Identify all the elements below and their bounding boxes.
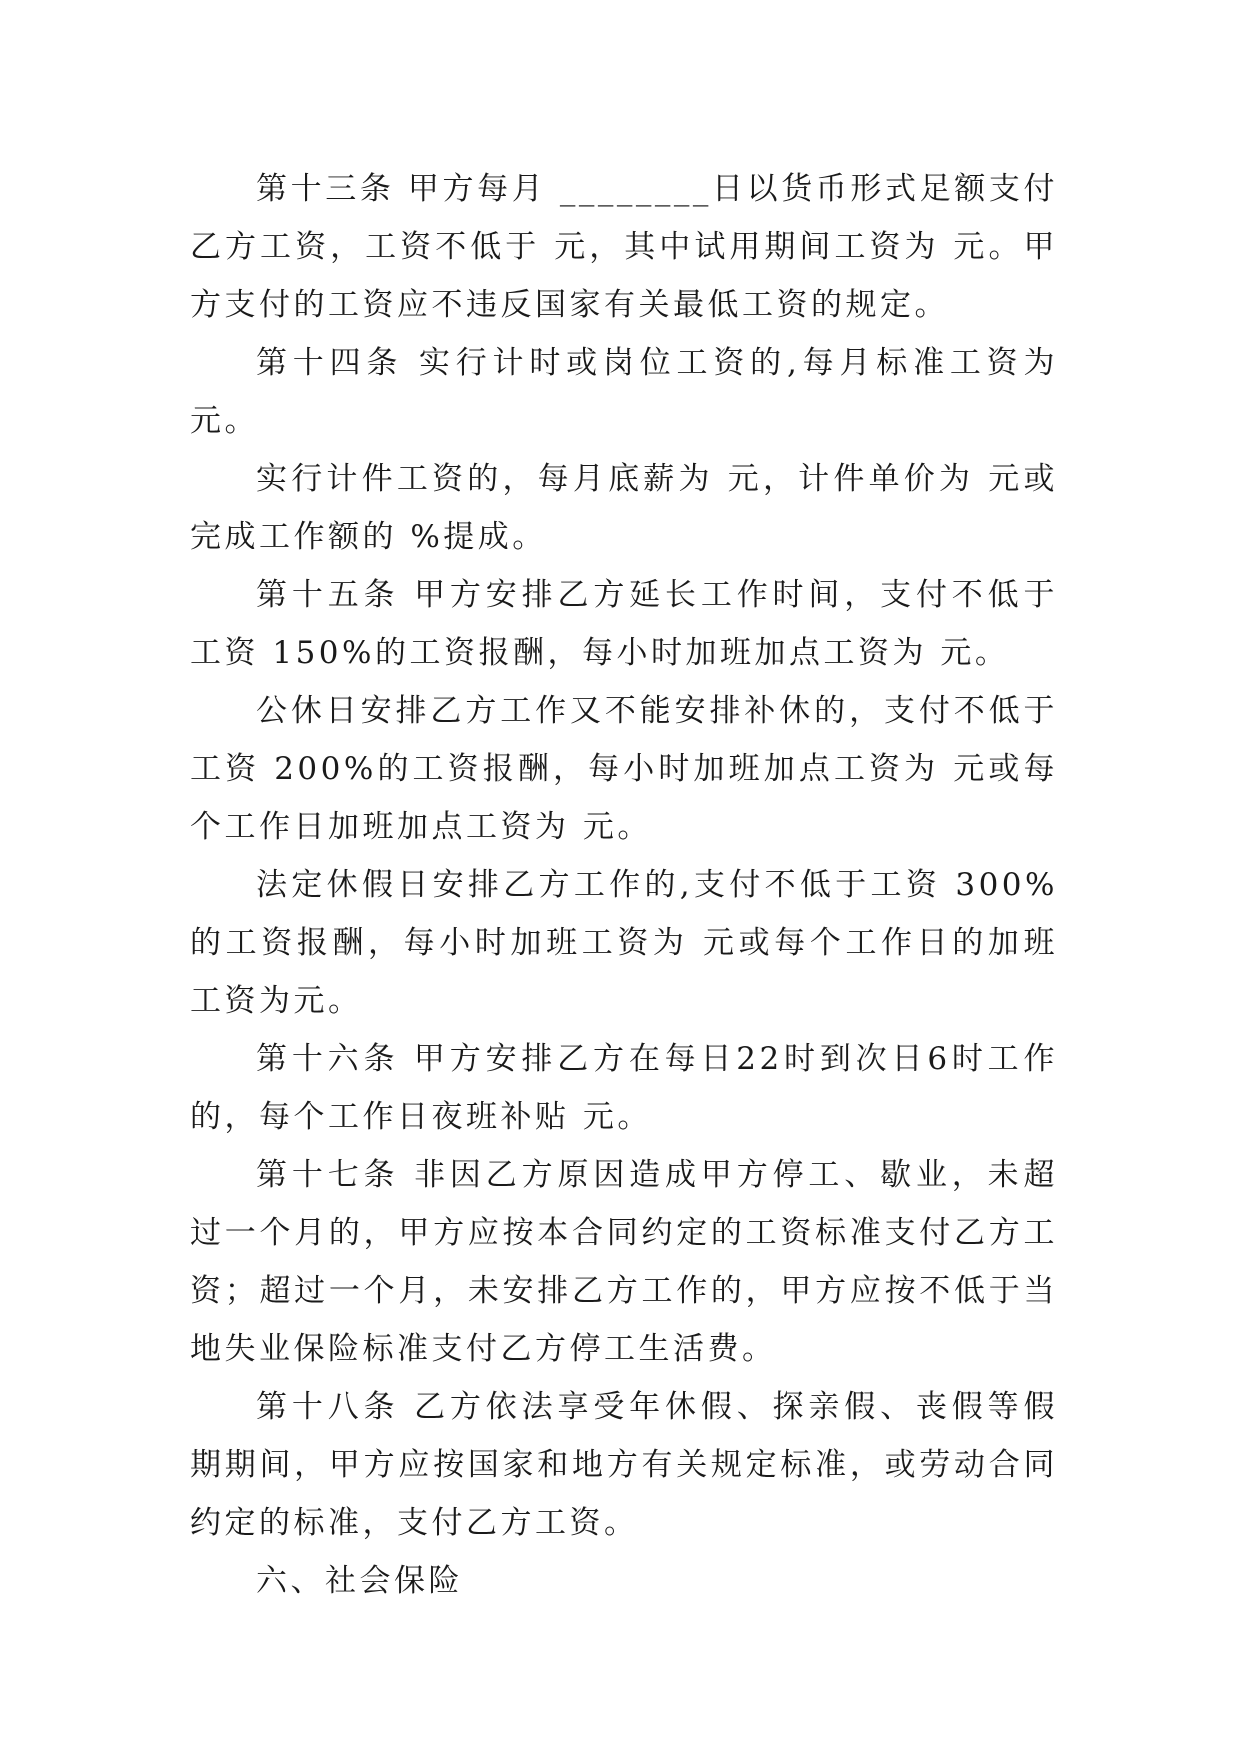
document-body <box>190 160 1058 1610</box>
article-14-paragraph: 第十四条 实行计时或岗位工资的,每月标准工资为 元。 <box>190 345 1058 439</box>
holiday-overtime-paragraph: 法定休假日安排乙方工作的,支付不低于工资 300%的工资报酬，每小时加班工资为 元或每个工作日的加班工资为元。 <box>190 867 1058 1019</box>
rest-day-overtime-paragraph: 公休日安排乙方工作又不能安排补休的，支付不低于工资 200%的工资报酬，每小时加班加点工资为 元或每个工作日加班加点工资为 元。 <box>190 693 1058 845</box>
article-18-paragraph: 第十八条 乙方依法享受年休假、探亲假、丧假等假期期间，甲方应按国家和地方有关规定标准，或劳动合同约定的标准，支付乙方工资。 <box>190 1389 1058 1541</box>
article-13-paragraph: 第十三条 甲方每月 ________日以货币形式足额支付乙方工资，工资不低于 元，其中试用期间工资为 元。甲方支付的工资应不违反国家有关最低工资的规定。 <box>190 171 1058 323</box>
section-heading-social-insurance: 六、社会保险 <box>256 1563 463 1599</box>
article-17-paragraph: 第十七条 非因乙方原因造成甲方停工、歇业，未超过一个月的，甲方应按本合同约定的工资标准支付乙方工资；超过一个月，未安排乙方工作的，甲方应按不低于当地失业保险标准支付乙方停工生活费。 <box>190 1157 1058 1367</box>
piece-rate-wage-paragraph: 实行计件工资的，每月底薪为 元，计件单价为 元或完成工作额的 %提成。 <box>190 461 1058 555</box>
article-16-paragraph: 第十六条 甲方安排乙方在每日22时到次日6时工作的，每个工作日夜班补贴 元。 <box>190 1041 1058 1135</box>
article-15-paragraph: 第十五条 甲方安排乙方延长工作时间，支付不低于工资 150%的工资报酬，每小时加班加点工资为 元。 <box>190 577 1058 671</box>
